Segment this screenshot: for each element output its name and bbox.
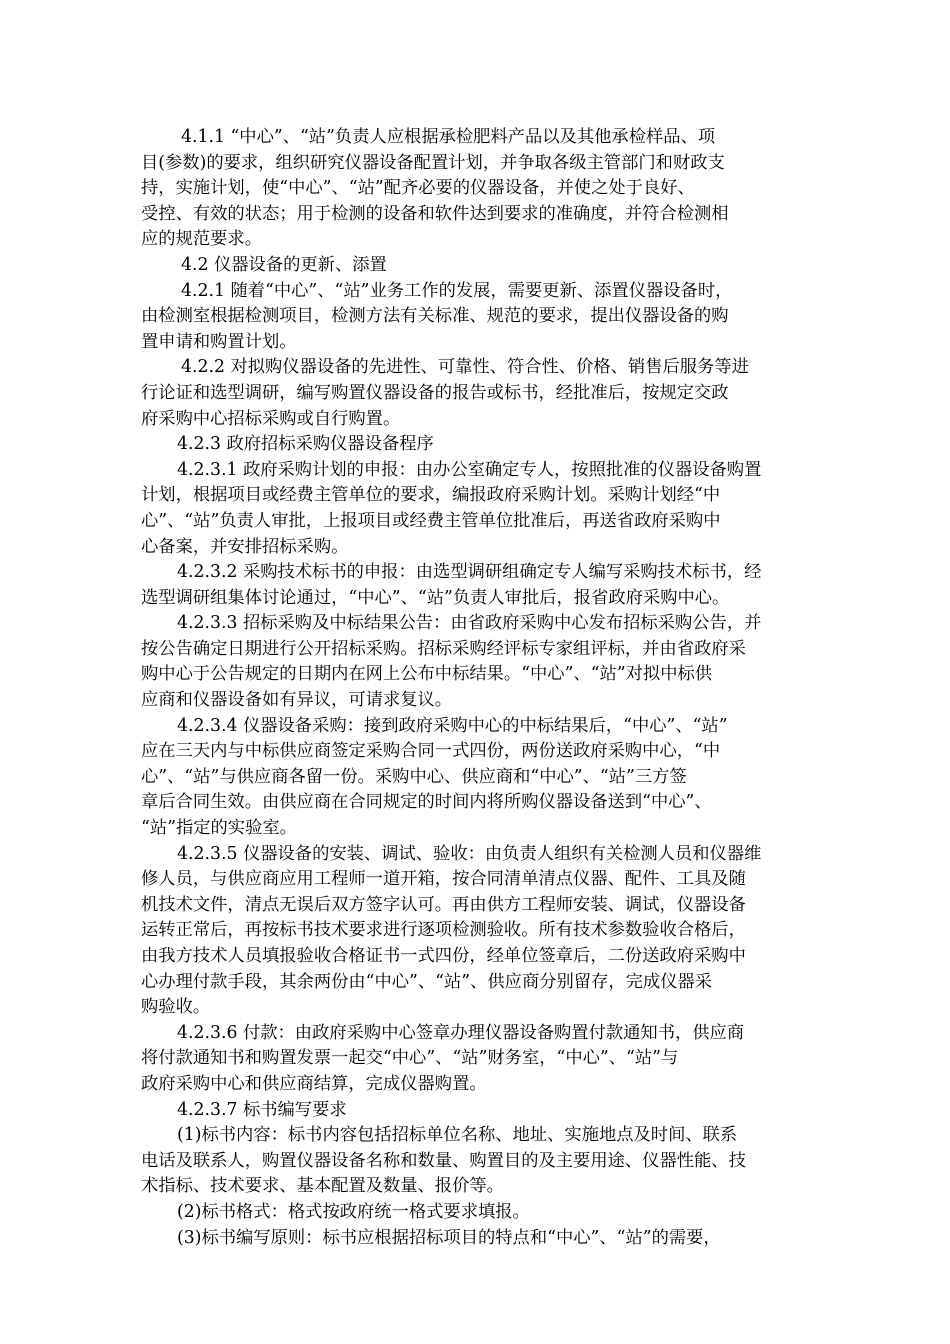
paragraph-4-2-2 bbox=[141, 355, 821, 432]
text-line: 4.2.2 对拟购仪器设备的先进性、可靠性、符合性、价格、销售后服务等进 bbox=[181, 357, 749, 378]
text-line: 机技术文件，清点无误后双方签字认可。再由供方工程师安装、调试，仪器设备 bbox=[141, 894, 746, 915]
text-line: 府采购中心招标采购或自行购置。 bbox=[141, 408, 401, 429]
text-line: 计划，根据项目或经费主管单位的要求，编报政府采购计划。采购计划经“中 bbox=[141, 485, 721, 506]
text-line: 修人员，与供应商应用工程师一道开箱，按合同清单清点仪器、配件、工具及随 bbox=[141, 869, 746, 890]
text-line: 4.1.1 “中心”、“站”负责人应根据承检肥料产品以及其他承检样品、项 bbox=[181, 127, 716, 147]
text-line: 行论证和选型调研，编写购置仪器设备的报告或标书，经批准后，按规定交政 bbox=[141, 382, 729, 403]
paragraph-4-1-1 bbox=[141, 125, 821, 253]
text-line: (2)标书格式：格式按政府统一格式要求填报。 bbox=[177, 1201, 530, 1222]
paragraph-4-2-3-1 bbox=[141, 458, 821, 560]
heading-4-2 bbox=[141, 253, 821, 279]
text-line: 应商和仪器设备如有异议，可请求复议。 bbox=[141, 690, 453, 711]
text-line: (1)标书内容：标书内容包括招标单位名称、地址、实施地点及时间、联系 bbox=[177, 1125, 738, 1146]
text-line: 心”、“站”负责人审批，上报项目或经费主管单位批准后，再送省政府采购中 bbox=[141, 510, 721, 531]
section-heading: 4.2 仪器设备的更新、添置 bbox=[181, 254, 387, 275]
list-item-2 bbox=[141, 1200, 821, 1226]
text-line: (3)标书编写原则：标书应根据招标项目的特点和“中心”、“站”的需要， bbox=[177, 1227, 721, 1248]
paragraph-4-2-1 bbox=[141, 279, 821, 356]
text-line: 4.2.3.3 招标采购及中标结果公告：由省政府采购中心发布招标采购公告，并 bbox=[177, 613, 762, 634]
text-line: 持，实施计划，使“中心”、“站”配齐必要的仪器设备，并使之处于良好、 bbox=[141, 178, 695, 199]
text-line: “站”指定的实验室。 bbox=[141, 818, 297, 839]
text-line: 选型调研组集体讨论通过，“中心”、“站”负责人审批后，报省政府采购中心。 bbox=[141, 587, 730, 608]
text-line: 目(参数)的要求，组织研究仪器设备配置计划，并争取各级主管部门和财政支 bbox=[141, 152, 725, 173]
text-line: 按公告确定日期进行公开招标采购。招标采购经评标专家组评标，并由省政府采 bbox=[141, 638, 746, 659]
text-line: 运转正常后，再按标书技术要求进行逐项检测验收。所有技术参数验收合格后， bbox=[141, 920, 746, 941]
text-line: 政府采购中心和供应商结算，完成仪器购置。 bbox=[141, 1073, 487, 1094]
text-line: 置申请和购置计划。 bbox=[141, 331, 297, 352]
text-line: 4.2.3.4 仪器设备采购：接到政府采购中心的中标结果后，“中心”、“站” bbox=[177, 715, 728, 736]
text-line: 购中心于公告规定的日期内在网上公布中标结果。“中心”、“站”对拟中标供 bbox=[141, 664, 713, 685]
text-line: 章后合同生效。由供应商在合同规定的时间内将所购仪器设备送到“中心”、 bbox=[141, 792, 712, 813]
text-line: 将付款通知书和购置发票一起交“中心”、“站”财务室，“中心”、“站”与 bbox=[141, 1048, 679, 1069]
text-line: 4.2.3.5 仪器设备的安装、调试、验收：由负责人组织有关检测人员和仪器维 bbox=[177, 843, 762, 864]
text-line: 心办理付款手段，其余两份由“中心”、“站”、供应商分别留存，完成仪器采 bbox=[141, 971, 713, 992]
text-line: 由检测室根据检测项目，检测方法有关标准、规范的要求，提出仪器设备的购 bbox=[141, 306, 729, 327]
paragraph-4-2-3-4 bbox=[141, 714, 821, 842]
text-line: 术指标、技术要求、基本配置及数量、报价等。 bbox=[141, 1176, 504, 1197]
list-item-1 bbox=[141, 1123, 821, 1200]
text-line: 心”、“站”与供应商各留一份。采购中心、供应商和“中心”、“站”三方签 bbox=[141, 766, 687, 787]
document-body bbox=[141, 125, 821, 1251]
text-line: 由我方技术人员填报验收合格证书一式四份，经单位签章后，二份送政府采购中 bbox=[141, 946, 746, 966]
text-line: 4.2.3.2 采购技术标书的申报：由选型调研组确定专人编写采购技术标书，经 bbox=[177, 562, 762, 583]
heading-4-2-3-7 bbox=[141, 1098, 821, 1124]
heading-4-2-3 bbox=[141, 432, 821, 458]
text-line: 4.2.3.6 付款：由政府采购中心签章办理仪器设备购置付款通知书，供应商 bbox=[177, 1022, 745, 1043]
paragraph-4-2-3-2 bbox=[141, 560, 821, 611]
paragraph-4-2-3-3 bbox=[141, 611, 821, 713]
text-line: 购验收。 bbox=[141, 997, 211, 1018]
text-line: 电话及联系人，购置仪器设备名称和数量、购置目的及主要用途、仪器性能、技 bbox=[141, 1150, 746, 1171]
text-line: 心备案，并安排招标采购。 bbox=[141, 536, 349, 557]
paragraph-4-2-3-5 bbox=[141, 842, 821, 1021]
text-line: 受控、有效的状态；用于检测的设备和软件达到要求的准确度，并符合检测相 bbox=[141, 203, 729, 224]
list-item-3 bbox=[141, 1226, 821, 1252]
section-heading: 4.2.3 政府招标采购仪器设备程序 bbox=[177, 434, 434, 455]
section-heading: 4.2.3.7 标书编写要求 bbox=[177, 1099, 347, 1120]
text-line: 应的规范要求。 bbox=[141, 229, 262, 250]
text-line: 4.2.1 随着“中心”、“站”业务工作的发展，需要更新、添置仪器设备时， bbox=[181, 280, 733, 301]
text-line: 应在三天内与中标供应商签定采购合同一式四份，两份送政府采购中心，“中 bbox=[141, 741, 721, 762]
text-line: 4.2.3.1 政府采购计划的申报：由办公室确定专人，按照批准的仪器设备购置 bbox=[177, 459, 762, 480]
paragraph-4-2-3-6 bbox=[141, 1021, 821, 1098]
